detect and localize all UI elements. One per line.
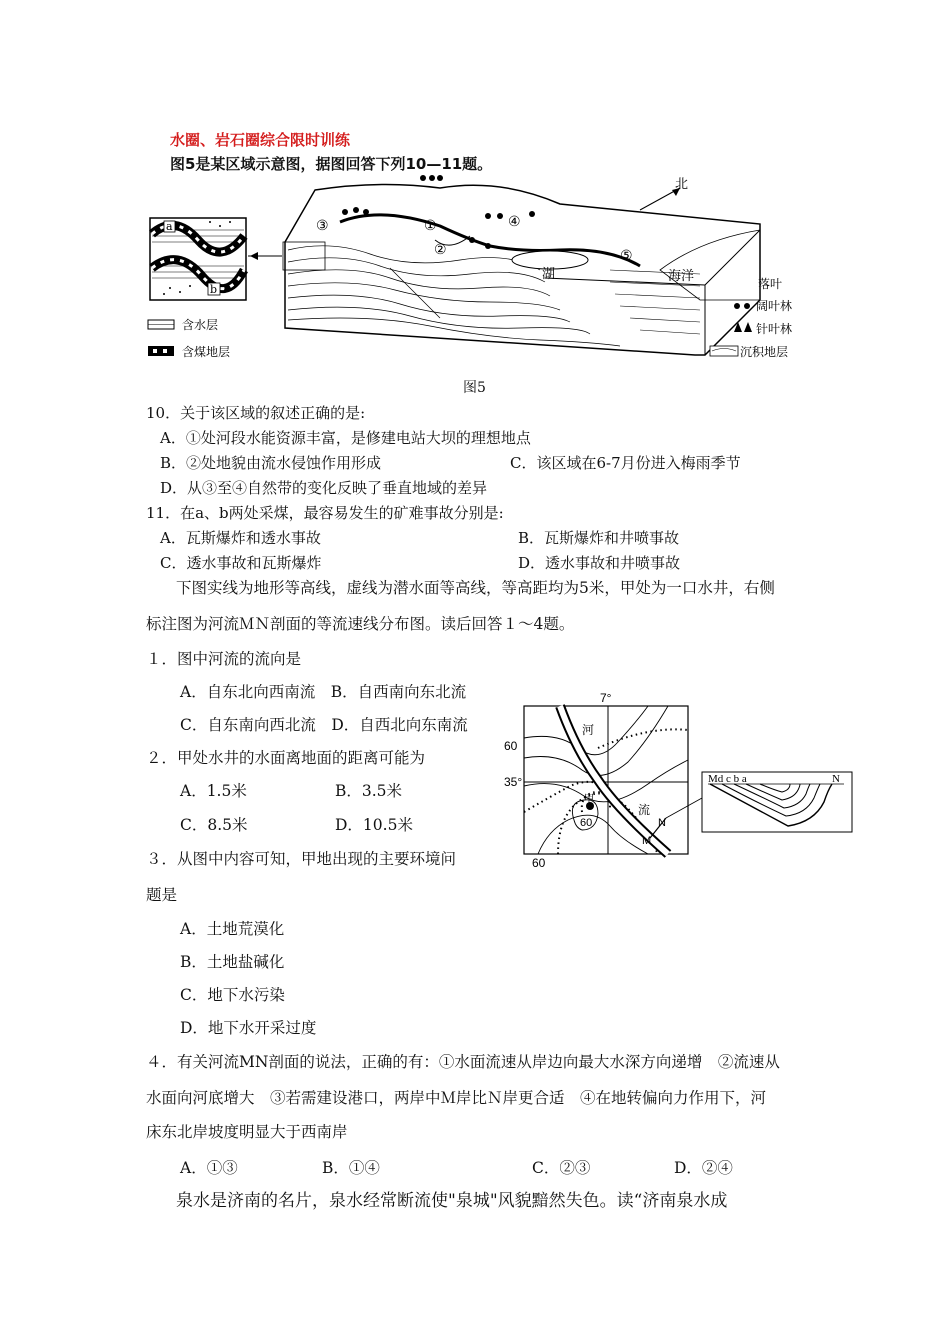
profile-labels: Md c b a xyxy=(708,773,747,785)
legend-deciduous: 落叶 xyxy=(758,277,783,291)
legend-coal: 含煤地层 xyxy=(182,345,231,359)
coal-inset xyxy=(150,218,246,300)
q10-option-c: C．该区域在6-7月份进入梅雨季节 xyxy=(510,454,741,472)
latitude-label: 35° xyxy=(504,775,523,789)
legend-aquifer: 含水层 xyxy=(182,318,219,332)
q1-stem: １．图中河流的流向是 xyxy=(146,650,302,668)
legend-conifer: 针叶林 xyxy=(756,322,793,336)
label-circle-5: ⑤ xyxy=(620,248,633,264)
q11-option-b: B．瓦斯爆炸和井喷事故 xyxy=(518,529,680,547)
label-b: b xyxy=(210,283,218,296)
q3-stem-1: ３．从图中内容可知，甲地出现的主要环境问 xyxy=(146,850,457,868)
page-title: 水圈、岩石圈综合限时训练 xyxy=(170,131,351,149)
passage-line-1: 下图实线为地形等高线，虚线为潜水面等高线，等高距均为5米，甲处为一口水井，右侧 xyxy=(176,579,775,597)
map-n-label: N xyxy=(658,817,666,829)
q4-option-d: D．②④ xyxy=(674,1159,733,1177)
q2-option-c: C．8.5米 xyxy=(180,816,248,834)
ocean-label: 海洋 xyxy=(668,269,695,284)
label-a: a xyxy=(166,220,173,233)
contour-60-label: 60 xyxy=(504,739,518,753)
well-label: 甲 xyxy=(584,794,594,805)
figure5-caption: 图5 xyxy=(463,380,486,396)
label-circle-1: ① xyxy=(424,218,437,234)
q4-line-2: 水面向河底增大 ③若需建设港口，两岸中Ｍ岸比Ｎ岸更合适 ④在地转偏向力作用下，河 xyxy=(146,1089,767,1107)
label-circle-3: ③ xyxy=(316,218,329,234)
label-circle-4: ④ xyxy=(508,214,521,230)
q3-option-c: C．地下水污染 xyxy=(180,986,285,1004)
profile-n-label: N xyxy=(832,773,840,785)
q10-option-b: B．②处地貌由流水侵蚀作用形成 xyxy=(160,454,382,472)
q3-option-a: A．土地荒漠化 xyxy=(180,920,285,938)
contour-map-figure xyxy=(498,690,858,875)
q4-option-a: A．①③ xyxy=(180,1159,238,1177)
q3-option-d: D．地下水开采过度 xyxy=(180,1019,317,1037)
q4-line-1: ４．有关河流MN剖面的说法，正确的有：①水面流速从岸边向最大水深方向递增 ②流速从 xyxy=(146,1053,780,1071)
longitude-label: 7° xyxy=(600,691,612,705)
contour-60-center-label: 60 xyxy=(580,817,593,829)
river-label-1: 河 xyxy=(582,723,595,737)
q4-option-c: C．②③ xyxy=(532,1159,591,1177)
q11-option-d: D．透水事故和井喷事故 xyxy=(518,554,681,572)
q2-stem: ２．甲处水井的水面离地面的距离可能为 xyxy=(146,749,426,767)
q10-option-a: A．①处河段水能资源丰富，是修建电站大坝的理想地点 xyxy=(160,429,531,447)
q11-stem: 11．在a、b两处采煤，最容易发生的矿难事故分别是: xyxy=(146,504,504,522)
figure5-diagram xyxy=(140,170,820,370)
river-label-2: 流 xyxy=(638,803,651,817)
q4-option-b: B．①④ xyxy=(322,1159,380,1177)
map-m-label: M xyxy=(642,835,652,847)
figure5-intro: 图5是某区域示意图，据图回答下列10—11题。 xyxy=(170,155,493,173)
q4-line-3: 床东北岸坡度明显大于西南岸 xyxy=(146,1123,348,1141)
q3-stem-2: 题是 xyxy=(146,886,178,904)
lake-label: 湖 xyxy=(542,267,556,282)
closing-paragraph: 泉水是济南的名片，泉水经常断流使"泉城"风貌黯然失色。读“济南泉水成 xyxy=(176,1191,728,1211)
q11-option-a: A．瓦斯爆炸和透水事故 xyxy=(160,529,321,547)
q10-option-d: D．从③至④自然带的变化反映了垂直地域的差异 xyxy=(160,479,488,497)
q1-options-ab: A．自东北向西南流 B．自西南向东北流 xyxy=(180,683,467,701)
q2-option-a: A．1.5米 xyxy=(180,782,247,800)
q11-option-c: C．透水事故和瓦斯爆炸 xyxy=(160,554,322,572)
label-circle-2: ② xyxy=(434,242,447,258)
contour-60-bottom-label: 60 xyxy=(532,856,546,870)
q1-options-cd: C．自东南向西北流 D．自西北向东南流 xyxy=(180,716,468,734)
passage-line-2: 标注图为河流ＭＮ剖面的等流速线分布图。读后回答１～4题。 xyxy=(146,615,575,633)
north-label: 北 xyxy=(675,177,689,192)
q10-stem: 10．关于该区域的叙述正确的是: xyxy=(146,404,366,422)
legend-sediment: 沉积地层 xyxy=(740,345,789,359)
q2-option-d: D．10.5米 xyxy=(335,816,413,834)
q3-option-b: B．土地盐碱化 xyxy=(180,953,285,971)
legend-broadleaf: 阔叶林 xyxy=(756,299,793,313)
q2-option-b: B．3.5米 xyxy=(335,782,403,800)
